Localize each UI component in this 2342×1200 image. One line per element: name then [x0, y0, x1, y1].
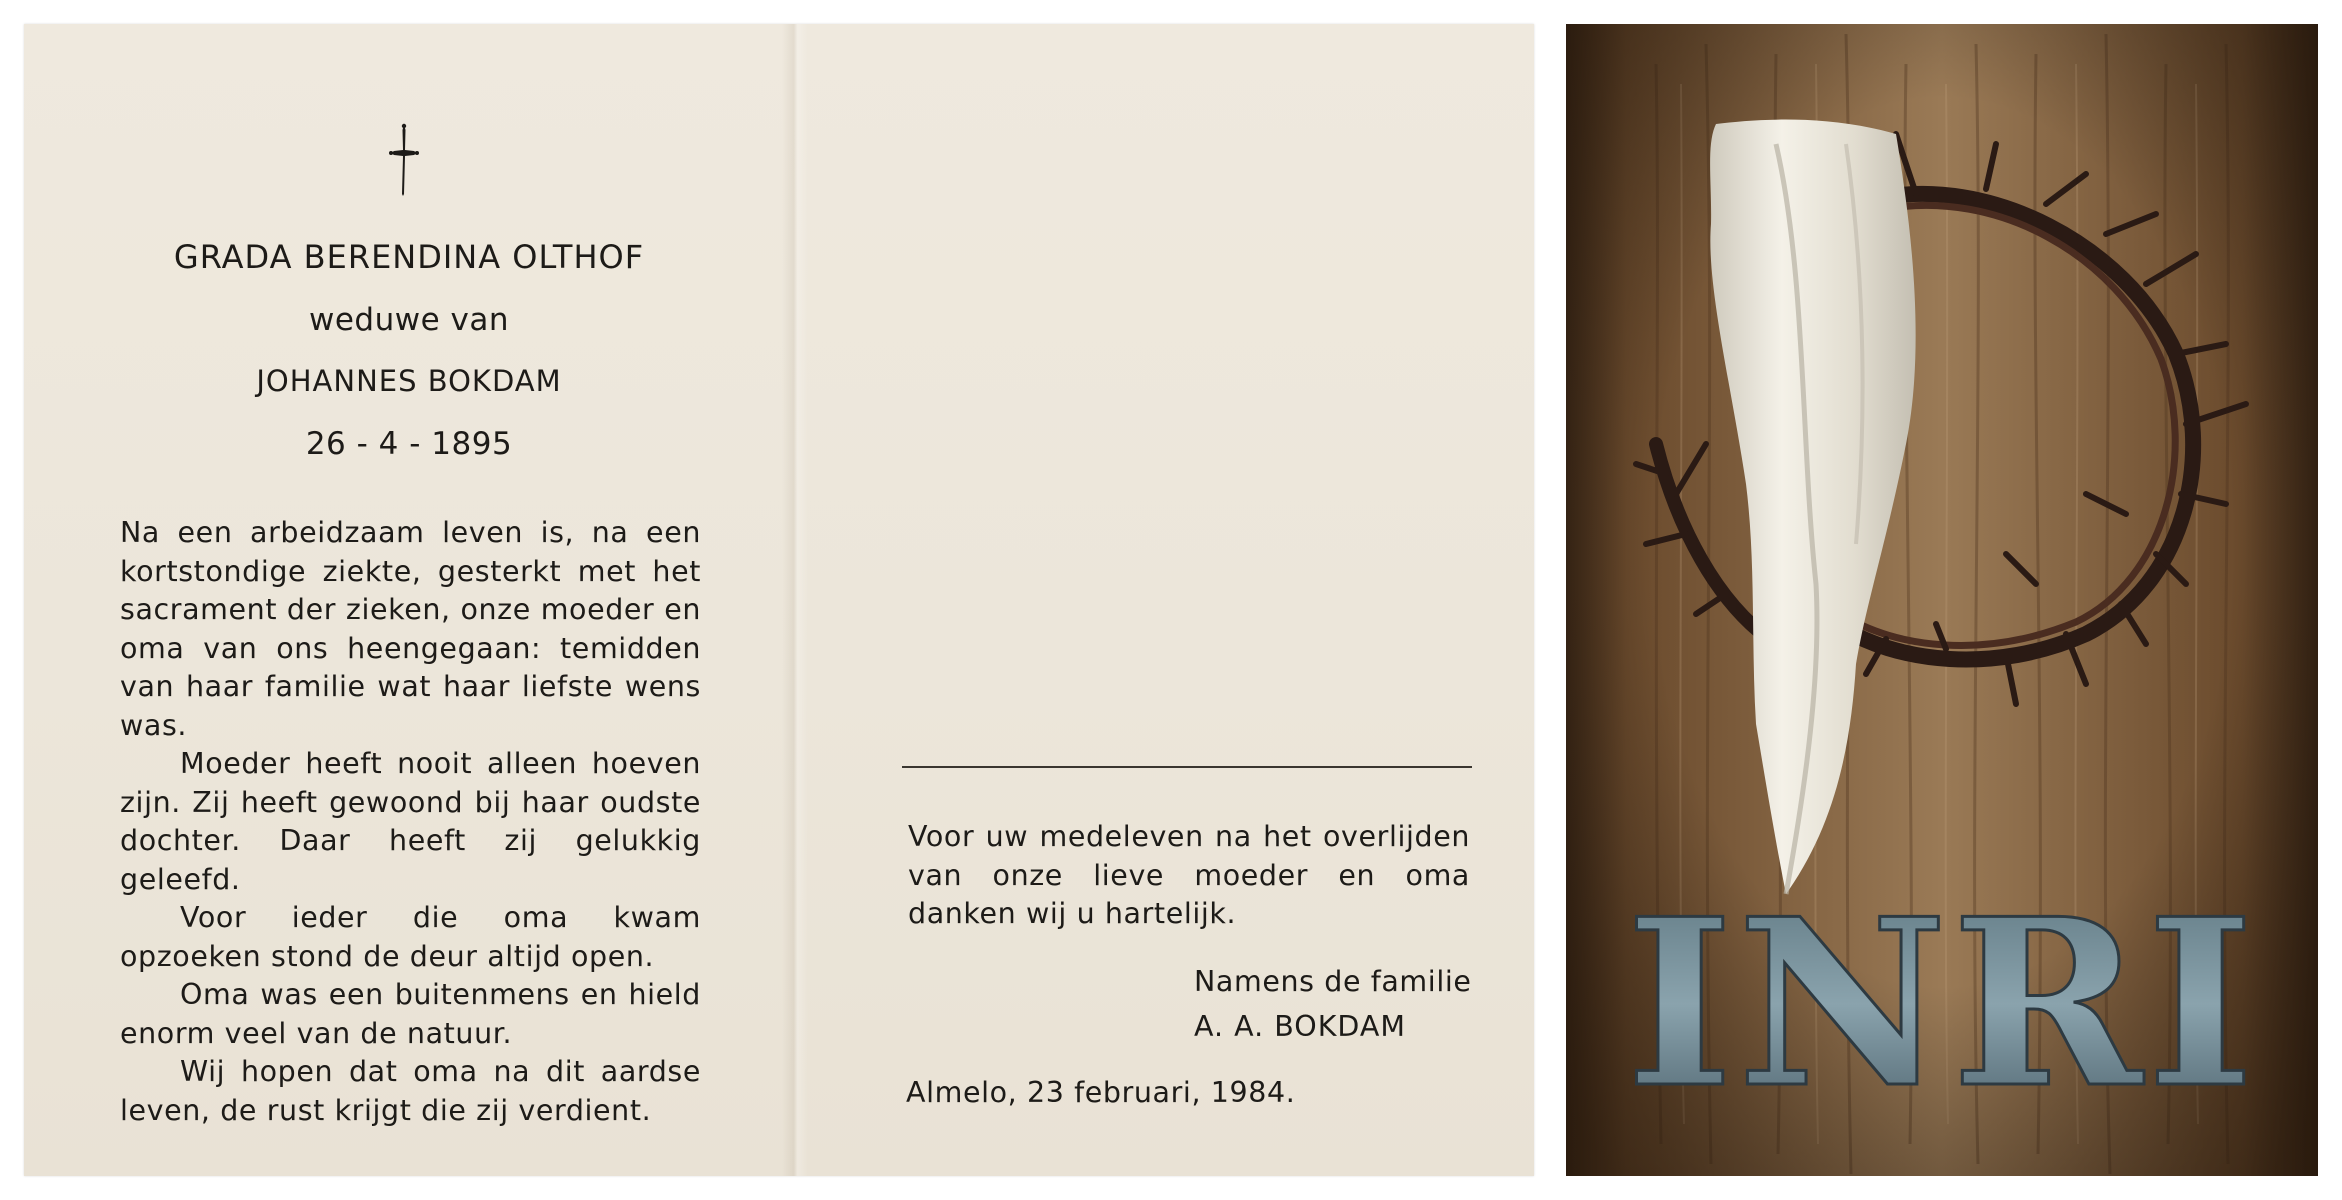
deceased-name: GRADA BERENDINA OLTHOF: [173, 238, 645, 276]
memorial-paragraph: Wij hopen dat oma na dit aardse leven, de rust krijgt die zij verdient.: [120, 1055, 701, 1127]
memorial-paragraph: Moeder heeft nooit alleen hoeven zijn. Zij heeft gewoond bij haar oudste dochter. Daar heeft zij gelukkig geleefd.: [120, 747, 701, 896]
inri-picture-card: [1566, 24, 2318, 1176]
card-left-panel: [24, 24, 794, 1176]
memorial-text: [120, 514, 701, 1130]
family-signature: [1194, 959, 1494, 1049]
memorial-paragraph: Na een arbeidzaam leven is, na een kortstondige ziekte, gesterkt met het sacrament der zieken, onze moeder en oma van ons heengegaan: temidden van haar familie wat haar liefste wens was.: [120, 516, 701, 742]
place-date: Almelo, 23 februari, 1984.: [906, 1076, 1296, 1109]
separator-line: [902, 766, 1472, 768]
memorial-card: [24, 24, 1534, 1176]
on-behalf-label: Namens de familie: [1194, 965, 1472, 998]
memorial-paragraph: Voor ieder die oma kwam opzoeken stond de deur altijd open.: [120, 901, 701, 973]
thanks-text: Voor uw medeleven na het overlijden van onze lieve moeder en oma danken wij u hartelijk.: [908, 820, 1470, 930]
memorial-paragraph: Oma was een buitenmens en hield enorm veel van de natuur.: [120, 978, 701, 1050]
widow-of-label: weduwe van: [308, 302, 510, 338]
family-name: A. A. BOKDAM: [1194, 1010, 1406, 1043]
inri-illustration: [1566, 24, 2318, 1176]
card-right-panel: [794, 24, 1534, 1176]
cross-icon: [384, 120, 424, 200]
husband-name: JOHANNES BOKDAM: [256, 364, 562, 398]
inri-inscription: INRI: [1625, 869, 2259, 1139]
birth-date: 26 - 4 - 1895: [305, 426, 513, 462]
